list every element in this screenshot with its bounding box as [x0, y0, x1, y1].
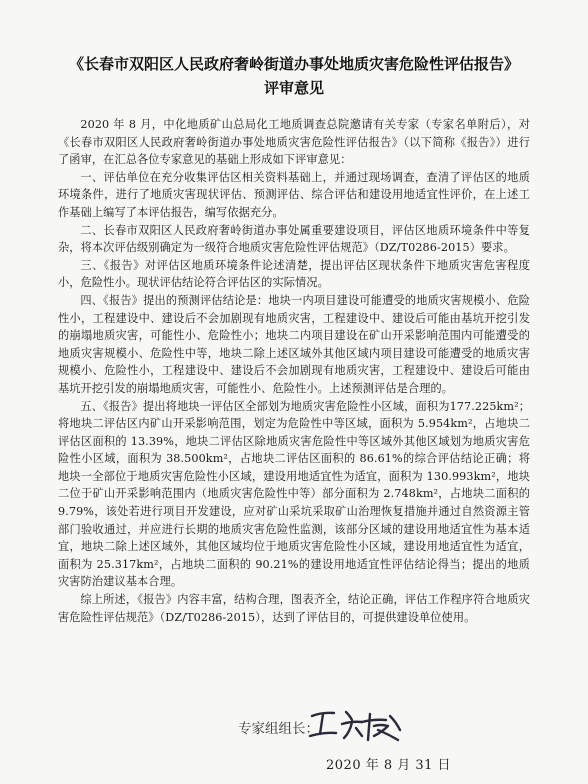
paragraph-4: 四、《报告》提出的预测评估结论是：地块一内项目建设可能遭受的地质灾害规模小、危险性小，工程建设中、建设后不会加剧现有地质灾害，工程建设中、建设后可能由基坑开挖引发的崩塌地质灾害，可能性小、危险性小；地块二内项目建设在矿山开采影响范围内可能遭受的地质灾害规模小、危险性中等，地块二除上述区域外其他区域内项目建设可能遭受的地质灾害规模小、危险性小，工程建设中、建设后不会加剧现有地质灾害，工程建设中、建设后可能由基坑开挖引发的崩塌地质灾害，可能性小、危险性小。上述预测评估是合理的。 — [58, 293, 530, 395]
paragraph-conclusion: 综上所述，《报告》内容丰富，结构合理，图表齐全，结论正确，评估工作程序符合地质灾害危险性评估规范》（DZ/T0286-2015），达到了评估目的，可提供建设单位使用。 — [58, 593, 530, 624]
document-date: 2020 年 8 月 31 日 — [326, 758, 452, 773]
paragraph-3: 三、《报告》对评估区地质环境条件论述清楚，提出评估区现状条件下地质灾害危害程度小，危险性小。现状评估结论符合评估区的实际情况。 — [58, 258, 530, 290]
document-title: 《长春市双阳区人民政府奢岭街道办事处地质灾害危险性评估报告》 — [68, 55, 519, 73]
handwritten-signature — [304, 700, 414, 748]
paragraph-2: 二、长春市双阳区人民政府奢岭街道办事处属重要建设项目，评估区地质环境条件中等复杂，将本次评估级别确定为一级符合地质灾害危险性评估规范》（DZ/T0286-2015）要求。 — [58, 223, 530, 255]
paragraph-5: 五、《报告》提出将地块一评估区全部划为地质灾害危险性小区域，面积为177.225km²；将地块二评估区内矿山开采影响范围，划定为危险性中等区域，面积为 5.954km²，占地块二评估区面积的 13.39%，地块二评估区除地质灾害危险性中等区域外其他区域划为地质灾害危险性小区域，面积为 38.500km²，占地块二评估区面积的 86.61%的综合评估结论正确；将地块一全部位于地质灾害危险性小区域，建设用地适宜性为适宜，面积为 130.993km²，地块二位于矿山开采影响范围内（地质灾害危险性中等）部分面积为 2.748km²，占地块二面积的 9.79%，该处若进行项目开发建设，应对矿山采坑采取矿山治理恢复措施并通过自然资源主管部门验收通过，并应进行长期的地质灾害危险性监测，该部分区域的建设用地适宜性为基本适宜，地块二除上述区域外，其他区域均位于地质灾害危险性小区域，建设用地适宜性为适宜，面积为 25.317km²，占地块二面积的 90.21%的建设用地适宜性评估结论得当；提出的地质灾害防治建议基本合理。 — [58, 399, 530, 589]
paragraph-intro: 2020 年 8 月，中化地质矿山总局化工地质调查总院邀请有关专家（专家名单附后），对《长春市双阳区人民政府奢岭街道办事处地质灾害危险性评估报告》（以下简称《报告》）进行了函审，在汇总各位专家意见的基础上形成如下评审意见： — [58, 118, 530, 167]
document-body — [58, 116, 530, 626]
paragraph-1: 一、评估单位在充分收集评估区相关资料基础上，并通过现场调查，查清了评估区的地质环境条件，进行了地质灾害现状评估、预测评估、综合评估和建设用地适宜性评价，在上述工作基础上编写了本评估报告，编写依据充分。 — [58, 170, 530, 219]
signature-label: 专家组组长： — [238, 721, 319, 737]
document-subtitle: 评审意见 — [263, 79, 324, 97]
